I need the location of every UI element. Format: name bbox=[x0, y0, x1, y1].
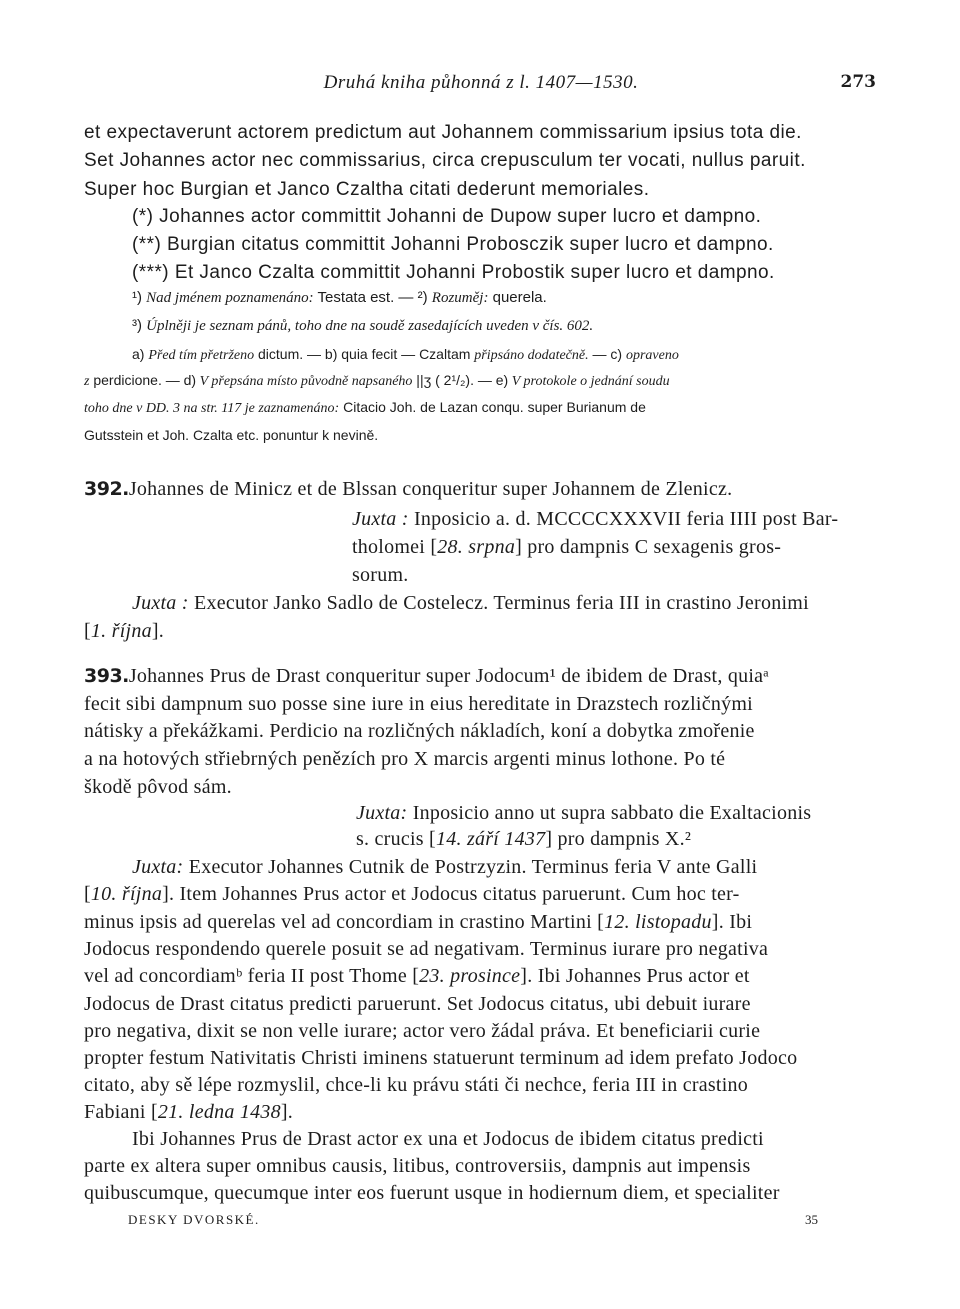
text-line: Jodocus de Drast citatus predicti paruerunt. Set Jodocus citatus, ubi debuit iurare bbox=[84, 993, 751, 1015]
text-line bbox=[84, 883, 740, 906]
footnote-mark: c) bbox=[610, 346, 623, 362]
entry-392-inposicio-3: sorum. bbox=[352, 564, 409, 586]
entry-393-executor bbox=[132, 856, 757, 879]
entry-text: Inposicio anno ut supra sabbato die Exaltacionis bbox=[407, 802, 812, 824]
page-footer bbox=[128, 1212, 818, 1228]
footnote-text: ||ʒ ( 2¹/₂). — bbox=[412, 372, 496, 388]
entry-text: s. crucis [ bbox=[356, 828, 436, 850]
entry-text: [ bbox=[84, 620, 91, 642]
footnote-text: quia fecit — Czaltam bbox=[337, 346, 475, 362]
footnote-variants-2 bbox=[84, 372, 670, 390]
footnote-text: — bbox=[588, 346, 611, 362]
date-note: 1. října bbox=[90, 620, 152, 642]
entry-392-executor bbox=[132, 592, 809, 615]
date-note: 23. prosince bbox=[419, 965, 521, 987]
text-line: Jodocus respondendo querele posuit se ad negativam. Terminus iurare pro negativa bbox=[84, 938, 769, 960]
entry-text: ]. bbox=[280, 1101, 294, 1123]
footnote-variants-1 bbox=[132, 346, 679, 364]
date-note: 12. listopadu bbox=[604, 911, 712, 933]
text-line: Super hoc Burgian et Janco Czaltha citati dederunt memoriales. bbox=[84, 179, 650, 200]
footnote-italic: toho dne v DD. 3 na str. 117 je zaznamenáno: bbox=[84, 401, 340, 416]
text-line: (*) Johannes actor committit Johanni de Dupow super lucro et dampno. bbox=[132, 206, 762, 227]
entry-text: ]. bbox=[151, 620, 164, 642]
text-line: pro negativa, dixit se non velle iurare; actor vero žádal práva. Et beneficiarii curie bbox=[84, 1020, 761, 1042]
footnote-mark: d) bbox=[183, 372, 197, 388]
text-line: Set Johannes actor nec commissarius, circa crepusculum ter vocati, nullus paruit. bbox=[84, 150, 806, 171]
text-line bbox=[84, 1101, 293, 1124]
footnote-text: Citacio Joh. de Lazan conqu. super Burianum de bbox=[339, 399, 646, 415]
entry-392-inposicio-2 bbox=[352, 536, 781, 559]
footnote-text: perdicione. — bbox=[89, 372, 184, 388]
entry-393-heading bbox=[84, 665, 769, 688]
date-note: 28. srpna bbox=[437, 536, 516, 558]
entry-number: 392. bbox=[84, 478, 129, 500]
page-number: 273 bbox=[840, 72, 876, 92]
text-line: quibuscumque, quecumque inter eos fuerunt usque in hodiernum diem, et specialiter bbox=[84, 1182, 780, 1204]
entry-392-executor-2 bbox=[84, 620, 164, 643]
text-line: nátisky a překážkami. Perdicio na rozličných nákladích, koní a dobytka zmořenie bbox=[84, 720, 755, 742]
entry-393-inposicio-2 bbox=[356, 828, 691, 851]
footnote-mark: ²) bbox=[417, 289, 428, 306]
text-line bbox=[84, 911, 752, 934]
juxta-label: Juxta: bbox=[132, 856, 184, 878]
footnote-italic: Rozuměj: bbox=[431, 290, 489, 306]
entry-392-inposicio bbox=[352, 508, 838, 531]
text-line: (***) Et Janco Czalta committit Johanni Probostik super lucro et dampno. bbox=[132, 262, 775, 283]
footnote-mark: a) bbox=[132, 346, 145, 362]
date-note: 14. září 1437 bbox=[435, 828, 546, 850]
footnote-text: querela. bbox=[488, 289, 547, 306]
entry-393-inposicio bbox=[356, 802, 811, 825]
footnote-italic: Úplněji je seznam pánů, toho dne na soudě zasedajících uveden v čís. 602. bbox=[146, 318, 594, 334]
footnote-italic: V přepsána místo původně napsaného bbox=[196, 374, 413, 389]
footnote-mark: ¹) bbox=[132, 289, 142, 306]
text-line: Ibi Johannes Prus de Drast actor ex una et Jodocus de ibidem citatus predicti bbox=[132, 1128, 764, 1150]
footnote-mark: ³) bbox=[132, 317, 142, 334]
text-line: parte ex altera super omnibus causis, litibus, controversiis, dampnis aut impensis bbox=[84, 1155, 751, 1177]
footnote-italic: z bbox=[84, 374, 90, 389]
text-line: škodě pôvod sám. bbox=[84, 776, 232, 798]
footer-sheet-number: 35 bbox=[805, 1212, 818, 1227]
entry-text: Executor Johannes Cutnik de Postrzyzin. Terminus feria V ante Galli bbox=[183, 856, 758, 878]
entry-text: Fabiani [ bbox=[84, 1101, 158, 1123]
juxta-label: Juxta : bbox=[352, 508, 409, 530]
footnote-text: dictum. — bbox=[254, 346, 325, 362]
footnote-mark: b) bbox=[324, 346, 338, 362]
footnote-italic: opraveno bbox=[625, 348, 679, 363]
entry-text: Executor Janko Sadlo de Costelecz. Terminus feria III in crastino Jeronimi bbox=[188, 592, 809, 614]
entry-text: ] pro dampnis X.² bbox=[545, 828, 692, 850]
entry-text: ] pro dampnis C sexagenis gros- bbox=[515, 536, 782, 558]
footnote-italic: Nad jménem poznamenáno: bbox=[146, 290, 314, 306]
entry-text: minus ipsis ad querelas vel ad concordiam in crastino Martini [ bbox=[84, 911, 605, 933]
entry-text: [ bbox=[84, 883, 91, 905]
running-title: Druhá kniha půhonná z l. 1407—1530. bbox=[323, 72, 639, 93]
footnote-1-2 bbox=[132, 289, 547, 307]
footnote-italic: Před tím přetrženo bbox=[148, 348, 255, 363]
juxta-label: Juxta: bbox=[356, 802, 408, 824]
entry-text: ]. Item Johannes Prus actor et Jodocus citatus paruerunt. Cum hoc ter- bbox=[162, 883, 740, 905]
text-line: fecit sibi dampnum suo posse sine iure in eius hereditate in Drazstech rozličnými bbox=[84, 693, 753, 715]
text-line: propter festum Nativitatis Christi iminens statuerunt terminum ad idem prefato Jodoco bbox=[84, 1047, 798, 1069]
footnote-text: Testata est. — bbox=[313, 289, 418, 306]
text-line: (**) Burgian citatus committit Johanni Probosczik super lucro et dampno. bbox=[132, 234, 774, 255]
entry-text: vel ad concordiamᵇ feria II post Thome [ bbox=[84, 965, 420, 987]
footnote-variants-3 bbox=[84, 399, 646, 417]
entry-text: ]. Ibi bbox=[711, 911, 753, 933]
footnote-mark: e) bbox=[495, 372, 509, 388]
footnote-italic: připsáno dodatečně. bbox=[474, 348, 589, 363]
footnote-italic: V protokole o jednání soudu bbox=[508, 374, 670, 389]
footnote-3 bbox=[132, 317, 593, 335]
running-header bbox=[86, 72, 876, 102]
entry-number: 393. bbox=[84, 665, 129, 687]
text-line bbox=[84, 965, 750, 988]
entry-text: Inposicio a. d. MCCCCXXXVII feria IIII post Bar- bbox=[408, 508, 839, 530]
footnote-variants-4: Gutsstein et Joh. Czalta etc. ponuntur k nevině. bbox=[84, 427, 379, 443]
date-note: 21. ledna 1438 bbox=[157, 1101, 281, 1123]
text-line: citato, aby sě lépe rozmyslil, chce-li ku právu státi či nechce, feria III in crastino bbox=[84, 1074, 749, 1096]
entry-text: Johannes Prus de Drast conqueritur super Jodocum¹ de ibidem de Drast, quiaᵃ bbox=[128, 665, 769, 687]
text-line: a na hotových střiebrných penězích pro X marcis argenti minus lothone. Po té bbox=[84, 748, 726, 770]
juxta-label: Juxta : bbox=[132, 592, 189, 614]
entry-text: ]. Ibi Johannes Prus actor et bbox=[520, 965, 750, 987]
date-note: 10. října bbox=[90, 883, 163, 905]
text-line: et expectaverunt actorem predictum aut Johannem commissarium ipsius tota die. bbox=[84, 122, 802, 143]
entry-392-heading bbox=[84, 478, 732, 501]
entry-text: Johannes de Minicz et de Blssan conqueritur super Johannem de Zlenicz. bbox=[128, 478, 733, 500]
entry-text: tholomei [ bbox=[352, 536, 438, 558]
footer-signature: DESKY DVORSKÉ. bbox=[128, 1212, 260, 1227]
